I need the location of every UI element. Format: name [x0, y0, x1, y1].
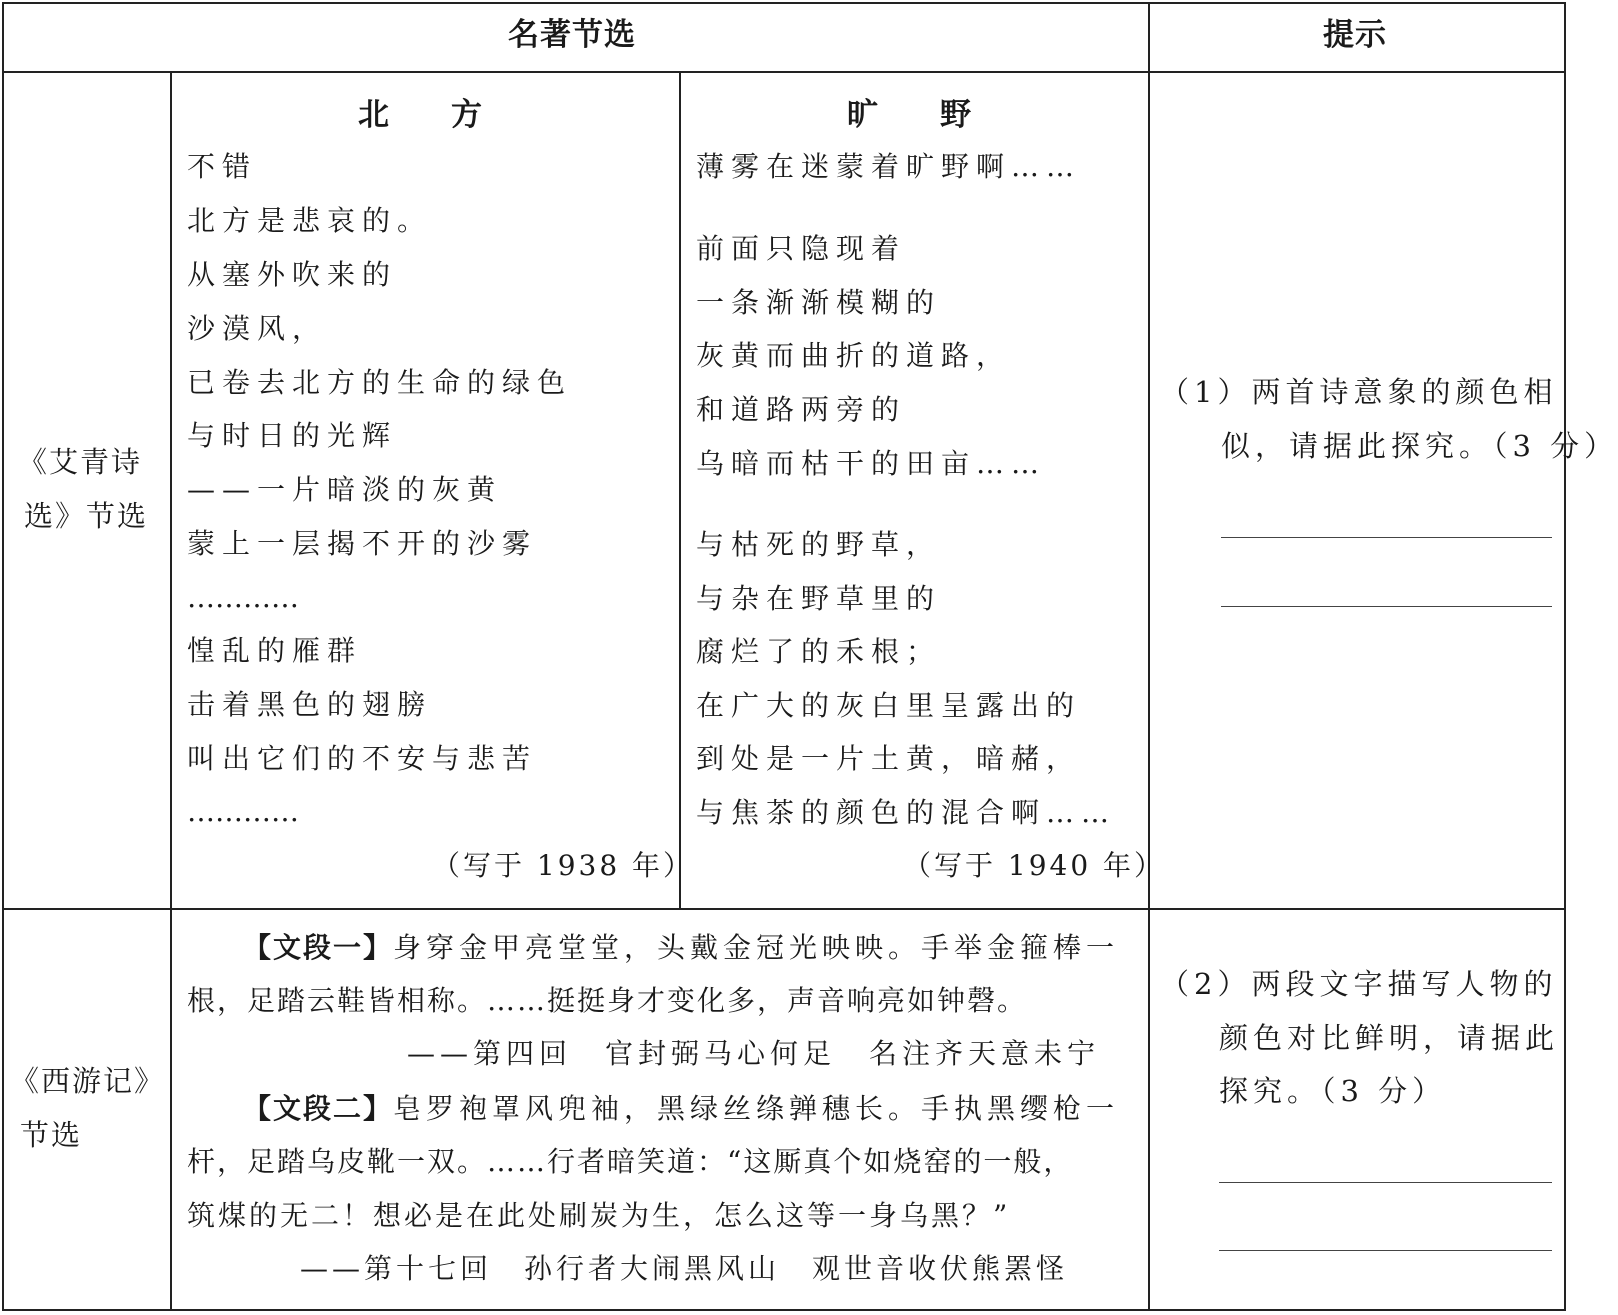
question-2-line1: （2）两段文字描写人物的 — [1160, 967, 1558, 1001]
header-divider — [2, 71, 1566, 73]
header-excerpts: 名著节选 — [508, 17, 636, 53]
poem-line: 从塞外吹来的 — [187, 258, 398, 291]
poem-line: 在广大的灰白里呈露出的 — [696, 689, 1082, 722]
poem-line: 蒙上一层揭不开的沙雾 — [187, 527, 538, 560]
poem-line: 和道路两旁的 — [696, 393, 907, 426]
passage-1-text1: 身穿金甲亮堂堂，头戴金冠光映映。手举金箍棒一 — [393, 931, 1120, 964]
poem-column-divider — [679, 71, 681, 910]
question-2-line2: 颜色对比鲜明，请据此 — [1219, 1021, 1560, 1055]
poem-line: 薄雾在迷蒙着旷野啊…… — [696, 150, 1082, 183]
book-title-ai-qing-line1: 《艾青诗 — [18, 445, 143, 479]
passage-1-line1 — [243, 931, 1120, 964]
poem-line: 北方是悲哀的。 — [187, 204, 433, 237]
poem-line: 前面只隐现着 — [696, 232, 907, 265]
poem-line: 与时日的光辉 — [187, 419, 398, 452]
passage-2-source: ——第十七回 孙行者大闹黑风山 观世音收伏熊罴怪 — [300, 1252, 1069, 1285]
book-column-divider — [170, 71, 172, 1311]
poem-line: 与焦茶的颜色的混合啊…… — [696, 796, 1117, 829]
question-2-line3: 探究。（3 分） — [1219, 1074, 1447, 1108]
passage-2-line1 — [243, 1092, 1120, 1125]
poem-line: 一条渐渐模糊的 — [696, 286, 942, 319]
answer-blank-1b[interactable] — [1221, 606, 1552, 607]
poem-title-north: 北 方 — [358, 97, 482, 133]
poem-line: 与枯死的野草， — [696, 528, 942, 561]
question-1-line1: （1）两首诗意象的颜色相 — [1160, 375, 1558, 409]
poem-line: ………… — [187, 581, 299, 614]
table-border-right — [1564, 2, 1566, 1311]
book-title-xiyouji-line1: 《西游记》 — [10, 1064, 166, 1098]
poem-line: 叫出它们的不安与悲苦 — [187, 742, 538, 775]
table-border-bottom — [2, 1309, 1566, 1311]
passage-2-line3: 筑煤的无二！想必是在此处刷炭为生，怎么这等一身乌黑？” — [187, 1199, 1011, 1232]
answer-blank-1a[interactable] — [1221, 537, 1552, 538]
poem-line: 到处是一片土黄，暗赭， — [696, 742, 1082, 775]
passage-1-source: ——第四回 官封弼马心何足 名注齐天意未宁 — [407, 1037, 1101, 1070]
poem-line: ………… — [187, 795, 299, 828]
poem-line: 腐烂了的禾根； — [696, 635, 942, 668]
answer-blank-2a[interactable] — [1219, 1182, 1552, 1183]
poem-line: 已卷去北方的生命的绿色 — [187, 366, 573, 399]
header-hints: 提示 — [1323, 17, 1387, 53]
poem-line: 击着黑色的翅膀 — [187, 688, 433, 721]
row-divider — [2, 908, 1566, 910]
passage-1-line2: 根，足踏云鞋皆相称。……挺挺身才变化多，声音响亮如钟磬。 — [187, 984, 1028, 1017]
book-title-ai-qing-line2: 选》节选 — [24, 499, 149, 533]
poem-title-wilderness: 旷 野 — [847, 97, 971, 133]
table-border-top — [2, 2, 1566, 4]
hint-column-divider — [1148, 2, 1150, 1311]
poem-line: 不错 — [187, 150, 258, 183]
poem-wilderness-date: （写于 1940 年） — [903, 849, 1166, 882]
poem-line: ——一片暗淡的灰黄 — [187, 473, 503, 506]
question-1-line2: 似，请据此探究。（3 分） — [1221, 429, 1618, 463]
passage-2-tag: 【文段二】 — [243, 1092, 394, 1125]
book-title-xiyouji-line2: 节选 — [20, 1118, 83, 1152]
table-border-left — [2, 2, 4, 1311]
passage-2-line2: 杆，足踏乌皮靴一双。……行者暗笑道：“这厮真个如烧窑的一般， — [187, 1145, 1074, 1178]
poem-line: 沙漠风， — [187, 312, 328, 345]
poem-line: 乌暗而枯干的田亩…… — [696, 447, 1047, 480]
poem-line: 惶乱的雁群 — [187, 634, 363, 667]
passage-2-text1: 皂罗袍罩风兜袖，黑绿丝绦亸穗长。手执黑缨枪一 — [393, 1092, 1120, 1125]
poem-line: 灰黄而曲折的道路， — [696, 339, 1012, 372]
poem-line: 与杂在野草里的 — [696, 582, 942, 615]
passage-1-tag: 【文段一】 — [243, 931, 394, 964]
answer-blank-2b[interactable] — [1219, 1250, 1552, 1251]
poem-north-date: （写于 1938 年） — [432, 849, 695, 882]
